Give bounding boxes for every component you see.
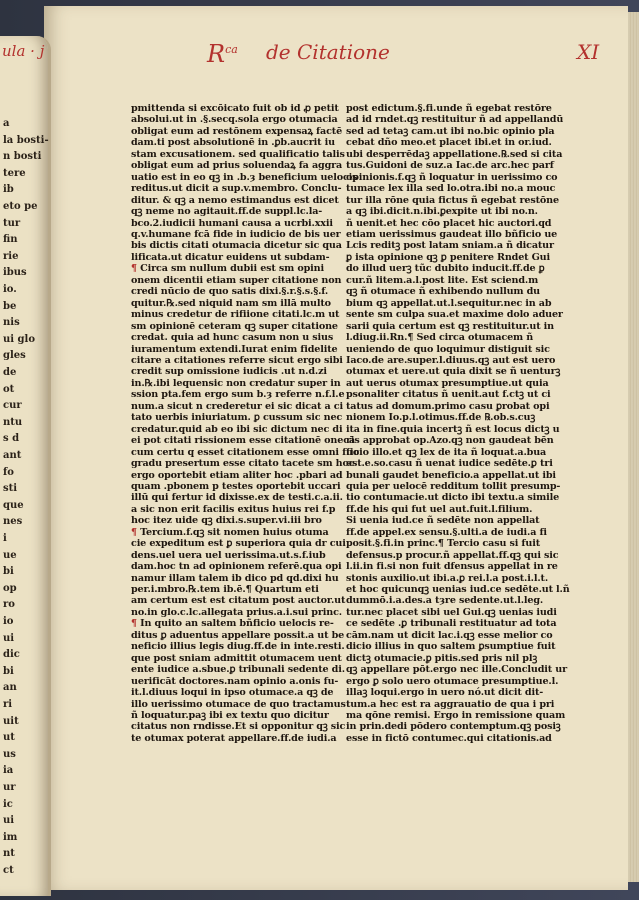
text-line: gradu presertum esse citato tacete sm hoc — [131, 458, 355, 470]
text-line: dens.uel uera uel uerissima.ut.s.f.iub — [131, 549, 326, 561]
text-line: sarii quia certum est qꝫ restituitur.ut in — [346, 320, 554, 332]
text-line: defensus.p procur.ñ appellat.ff.qꝫ qui sic — [346, 549, 559, 561]
text-line: l.diug.ii.Rn.¶ Sed circa otumacem ñ — [346, 332, 534, 344]
text-line: cum certu q esset citationem esse omni fuo — [131, 446, 360, 458]
left-margin-fragment: gles — [3, 350, 26, 362]
text-line: no.in glo.c.lc.allegata prius.a.i.sui princ. — [131, 606, 342, 618]
left-margin-fragment: ui glo — [3, 333, 36, 345]
text-line: ma qōne remisi. Ergo in remissione quam — [346, 710, 566, 722]
text-line: bunali gaudet beneficio.a appellat.ut ibi — [346, 469, 556, 481]
text-line: ad id rndet.qꝫ restituitur ñ ad appellandū — [346, 114, 564, 126]
left-margin-fragment: ibus — [3, 267, 27, 279]
left-margin-fragment: la bosti- — [3, 134, 49, 146]
text-line: uerificāt doctores.nam opinio a.onis fu- — [131, 675, 339, 687]
text-line: ei pot citati rissionem esse citationē onecā — [131, 435, 355, 447]
text-line: ff.de appel.ex sensu.§.ulti.a de iudi.a fi — [346, 526, 547, 538]
text-line: illo uerissimo otumace de quo tractamus — [131, 698, 346, 710]
text-line: ueniendo de quo loquimur distiguit sic — [346, 343, 550, 355]
text-line: citare a citationes referre sicut ergo sibi — [131, 354, 343, 366]
left-margin-fragment: ib — [3, 184, 14, 196]
left-margin-fragment: ro — [3, 599, 15, 611]
text-line: ¶ Tercium.f.qꝫ sit nomen huius otuma — [131, 526, 329, 538]
text-line: Iaco.de are.super.l.diuus.qꝫ aut est uero — [346, 354, 556, 366]
text-line: tato uerbis iniuriatum. ꝑ cussum sic nec — [131, 412, 343, 424]
text-line: cebat dño meo.et placet ibi.et in or.iud. — [346, 137, 552, 149]
text-column-left — [131, 103, 360, 744]
text-line: dam.ti post absolutionē in .ꝑb.aucrit iu — [131, 137, 335, 149]
text-line: Lcis reditꝫ post latam sniam.a ñ dicatur — [346, 240, 554, 252]
text-line: ce sedēte .ꝑ tribunali restituatur ad tota — [346, 618, 557, 630]
left-margin-fragment: im — [3, 831, 18, 843]
text-line: tio contumacie.ut dicto ibi textu.a simile — [346, 492, 560, 504]
left-margin-fragment: op — [3, 582, 17, 594]
text-line: minus credetur de rifiione citati.lc.m ut — [131, 309, 340, 321]
text-line: et hoc quicunqꝫ uenias iud.ce sedēte.ut l.ñ — [346, 584, 570, 596]
text-line: ris approbat op.Azo.qꝫ non gaudeat bēn — [346, 435, 554, 447]
text-line: credi nūcio de quo satis dixi.§.r.§.s.§.f. — [131, 286, 329, 298]
text-line: lificata.ut dicatur euidens ut subdam- — [131, 251, 330, 263]
left-margin-fragment: ur — [3, 782, 16, 793]
text-line: ssion pta.fem ergo sum b.ȝ referre n.f.l.e — [131, 389, 345, 401]
text-line: ficio illo.et qꝫ lex de ita ñ loquat.a.bua — [346, 446, 547, 458]
text-line: dicio illius in quo saltem ꝑsumptiue fuit — [346, 641, 556, 653]
text-line: qꝫ ñ otumace ñ exhibendo nullum du — [346, 286, 541, 298]
text-column-right — [346, 103, 570, 744]
left-margin-fragment: sti — [3, 483, 18, 495]
text-line: illaꝫ loqui.ergo in uero nó.ut dicit dit- — [346, 687, 544, 699]
folio-number: XI — [577, 40, 600, 64]
text-line: credatur.quid ab eo ibi sic dictum nec di — [131, 423, 343, 435]
left-margin-fragment: io. — [3, 284, 17, 295]
left-margin-fragment: io — [3, 616, 14, 627]
left-margin-fragment: us — [3, 748, 16, 760]
left-margin-fragment: a — [3, 118, 10, 129]
text-line: ditur. & qꝫ a nemo estimandus est dicet — [131, 194, 339, 206]
text-line: ñ loquatur.paꝫ ibi ex textu quo dicitur — [131, 710, 329, 722]
text-line: tur illa rōne quia fictus ñ egebat restōne — [346, 194, 559, 206]
text-line: quitur.℞.sed niquid nam sm illā multo — [131, 297, 331, 309]
text-line: post edictum.§.fi.unde ñ egebat restōre — [346, 103, 552, 114]
text-line: psonaliter citatus ñ uenit.aut f.ctꝫ ut ci — [346, 389, 551, 401]
left-margin-fragment: be — [3, 300, 17, 312]
text-line: it.l.diuus loqui in ipso otumace.a qꝫ de — [131, 687, 334, 699]
text-line: otumax et uere.ut quia dixit se ñ uenturꝫ — [346, 366, 561, 378]
text-line: posit.§.fi.in princ.¶ Tercio casu si fuit — [346, 538, 540, 550]
left-page-fragment — [0, 36, 51, 896]
text-line: bco.2.iudicii humani causa a ucrbi.xxii — [131, 217, 333, 229]
text-line: absolui.ut in .§.secq.sola ergo otumacia — [131, 114, 338, 126]
left-margin-fragment: bi — [3, 566, 14, 578]
left-margin-fragment: fo — [3, 466, 14, 478]
text-line: neficio illius legis diug.ff.de in inte.resti. — [131, 641, 345, 653]
left-margin-fragment: ct — [3, 865, 14, 876]
left-margin-fragment: que — [3, 499, 24, 511]
text-line: ñ uenit.et hec cōo placet hic auctori.qd — [346, 217, 552, 229]
manuscript-page — [44, 6, 628, 890]
left-margin-fragment: fin — [3, 234, 18, 246]
text-line: bium qꝫ appellat.ut.l.sequitur.nec in ab — [346, 297, 552, 309]
text-line: ¶ Circa sm nullum dubii est sm opini — [131, 263, 324, 275]
left-margin-fragment: nes — [3, 516, 23, 528]
text-line: ꝑ ista opinione qꝫ ꝑ penitere Rndet Gui — [346, 251, 550, 263]
text-line: sed ad tetaꝫ cam.ut ibi no.bic opinio pla — [346, 125, 555, 137]
left-margin-fragment: ri — [3, 699, 13, 710]
text-line: cie expeditum est ꝑ superiora quia dr cui — [131, 538, 346, 550]
chapter-rubric: $R^{ca}$ — [207, 40, 238, 68]
text-line: ¶ In quito an saltem bñficio uelocis re- — [131, 618, 334, 630]
text-line: obligat eum ad restōnem expensaꝝ factē — [131, 125, 343, 137]
text-line: nionem Io.p.l.otimus.ff.de ℞.ob.s.cuꝫ — [346, 412, 536, 424]
text-line: credit sup omissione iudicis .ut n.d.zi — [131, 366, 327, 378]
text-line: hoc itez uide qꝫ dixi.s.super.vi.iii bro — [131, 515, 322, 527]
page-title: de Citatione — [266, 40, 390, 64]
left-margin-fragment: bi — [3, 665, 14, 677]
text-line: tur.nec placet sibi uel Gui.qꝫ uenias iudi — [346, 606, 557, 618]
left-margin-fragment: s d — [3, 433, 20, 445]
left-margin-fragment: nt — [3, 848, 15, 860]
text-line: Si uenia iud.ce ñ sedēte non appellat — [346, 515, 540, 527]
left-margin-fragment: ui — [3, 815, 15, 827]
text-line: dam.hoc tn ad opinionem referē.qua opi — [131, 561, 342, 573]
text-line: am certum est est citatum post auctor.ut — [131, 595, 346, 607]
left-margin-fragment: ut — [3, 732, 15, 744]
text-line: ente iudice a.sbue.ꝑ tribunali sedente di. — [131, 664, 345, 676]
text-line: etiam uerissimus gaudeat illo bñficio ue — [346, 228, 558, 240]
left-margin-fragment: cur — [3, 400, 22, 412]
text-line: aut uerus otumax presumptiue.ut quia — [346, 377, 549, 389]
text-line: tum.a hec est ra aggrauatio de qua i pri — [346, 698, 555, 710]
text-line: in.℞.ibi lequensic non credatur super in — [131, 377, 341, 389]
text-line: quia per uelocē redditum tollit presump- — [346, 480, 561, 492]
left-margin-fragment: ui — [3, 632, 15, 644]
text-line: per.i.mbro.℞.tem ib.ē.¶ Quartum eti — [131, 584, 319, 596]
text-line: sente sm culpa sua.et maxime dolo aduer — [346, 309, 563, 321]
text-line: iuramentum extendi.Iurat enim fidelite — [131, 343, 338, 355]
left-margin-fragment: i — [3, 533, 7, 544]
text-line: reditus.ut dicit a sup.v.membro. Conclu- — [131, 183, 342, 195]
text-line: cām.nam ut dicit lac.i.qꝫ esse melior co — [346, 629, 553, 641]
text-line: tus.Guidoni de suz.a Iac.de arc.hec parf — [346, 160, 554, 172]
text-line: stonis auxilio.ut ibi.a.ꝑ rei.l.a post.i.l.t. — [346, 572, 549, 584]
text-line: uatio est in eo qꝫ in .b.ȝ beneficium uelocis — [131, 171, 358, 183]
left-margin-fragment: dic — [3, 649, 20, 661]
left-margin-fragment: ue — [3, 549, 17, 561]
left-margin-fragment: uit — [3, 715, 19, 727]
left-margin-fragment: ant — [3, 450, 22, 461]
text-line: est.e.so.casu ñ uenat iudice sedēte.ꝑ tri — [346, 458, 553, 470]
text-line: num.a sicut n crederetur ei sic dicat a ci — [131, 400, 343, 412]
text-line: cur.ñ litem.a.l.post lite. Est sciend.m — [346, 274, 539, 286]
text-line: onem dicentii etiam super citatione non — [131, 274, 342, 286]
text-line: sm opinionē ceteram qꝫ super citatione — [131, 320, 338, 332]
text-line: ditus ꝑ aduentus appellare possit.a ut be — [131, 629, 345, 641]
text-line: obligat eum ad prius soluendaꝝ fa aggra — [131, 160, 343, 172]
text-line: ergo oportebit etiam aliter hoc .pbari ad — [131, 469, 343, 481]
left-margin-fragment: ia — [3, 765, 14, 777]
text-line: ergo ꝑ solo uero otumace presumptiue.l. — [346, 675, 559, 687]
left-margin-fragment: ot — [3, 383, 15, 395]
left-margin-fragment: ntu — [3, 416, 23, 428]
text-line: dummō.i.a.des.a tȝre sedente.ut.l.leg. — [346, 595, 544, 607]
text-line: bis dictis citati otumacia dicetur sic qua — [131, 240, 342, 252]
text-line: ff.de his qui fut uel aut.fuit.l.filium. — [346, 503, 533, 515]
left-margin-fragment: tur — [3, 217, 21, 229]
text-line: pmittenda si excōicato fuit ob id ꝓ petit — [131, 103, 339, 114]
text-line: ita in fine.quia incertꝫ ñ est locus dictꝫ u — [346, 423, 560, 435]
left-margin-fragment: tere — [3, 167, 26, 179]
text-line: q.v.humane fcā fide in iudicio de bis uer — [131, 228, 341, 240]
left-margin-fragment: n bosti — [3, 151, 42, 163]
text-line: l.ii.in fi.si non fuit dfensus appellat in re — [346, 561, 558, 573]
left-margin-fragment: ic — [3, 798, 13, 810]
text-line: stam excusationem. sed qualificatio talis — [131, 148, 345, 160]
text-line: do illud uerꝫ tũc dubito inducit.ff.de ꝑ — [346, 263, 545, 275]
text-line: dictꝫ otumacie.ꝑ pitis.sed pris nil plꝫ — [346, 652, 538, 664]
text-line: qꝫ appellare pōt.ergo nec ille.Concludit ur — [346, 664, 567, 676]
left-page-header: ula · j — [2, 42, 45, 60]
text-line: esse in fictō contumec.qui citationis.ad — [346, 732, 552, 744]
text-line: in prin.dedi pōdero contemptum.qꝫ posiꝫ — [346, 721, 561, 733]
text-line: tumace lex illa sed lo.otra.ibi no.a mouc — [346, 183, 556, 195]
left-margin-fragment: eto pe — [3, 201, 38, 212]
text-line: que post sniam admittit otumacem uent — [131, 652, 342, 664]
left-margin-fragment: de — [3, 367, 17, 378]
text-line: opinionis.f.qꝫ ñ loquatur in uerissimo co — [346, 171, 558, 183]
text-line: ubi desperrēdaꝫ appellatione.℞.sed si cita — [346, 148, 563, 160]
left-margin-fragment: nis — [3, 317, 20, 329]
text-line: qꝫ neme no agitauit.ff.de suppl.lc.la- — [131, 206, 323, 218]
left-margin-fragment: rie — [3, 250, 19, 262]
text-line: a qꝫ ibi.dicit.n.ibi.ꝑexpite ut ibi no.n. — [346, 206, 538, 218]
text-line: a sic non erit facilis exitus huius rei f.p — [131, 503, 336, 515]
text-line: credat. quia ad hunc casum non u sius — [131, 332, 334, 344]
text-line: illū qui fertur id dixisse.ex de testi.c.a.ii. — [131, 492, 343, 504]
text-line: quam .pbonem p testes oportebit uccari — [131, 480, 341, 492]
text-line: te otumax poterat appellare.ff.de iudi.a — [131, 732, 337, 744]
left-margin-fragment: an — [3, 682, 17, 694]
text-line: namur illam talem ib dico pd qd.dixi hu — [131, 572, 339, 584]
text-line: citatus non rndisse.Et si opponitur qꝫ sic — [131, 721, 346, 733]
text-line: tatus ad domum.primo casu ꝑrobat opi — [346, 400, 550, 412]
